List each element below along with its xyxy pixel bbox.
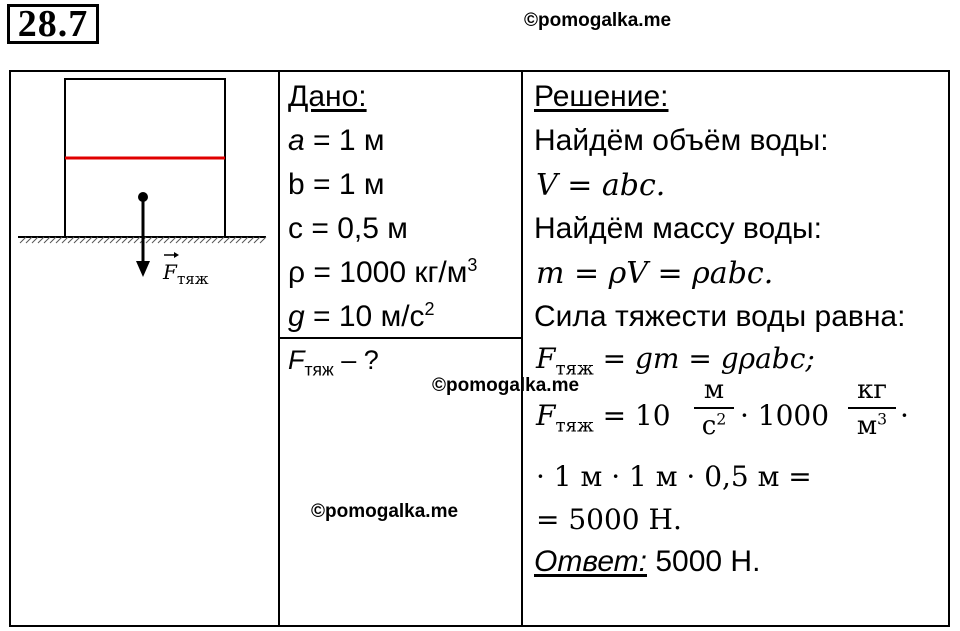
given-title: Дано: [288, 80, 367, 113]
given-find-divider [279, 337, 522, 339]
given-rho: ρ = 1000 $кг/м^3$ [288, 255, 478, 289]
tank-figure [14, 76, 274, 296]
fraction-kg-per-m3: кг $м^3$ [848, 375, 896, 441]
watermark-top: ©pomogalka.me [524, 10, 672, 31]
watermark-middle: ©pomogalka.me [432, 375, 580, 396]
given-b: b = 1 м [288, 168, 385, 201]
fraction-m-per-s2: м $с^2$ [694, 375, 734, 441]
arrowhead-icon [136, 261, 150, 277]
solution-line-mass-text: Найдём массу воды: [534, 212, 822, 245]
solution-volume-formula: V = abc. [536, 168, 666, 203]
given-c: c = 0,5 м [288, 212, 408, 245]
solution-calc-dot: · [900, 399, 909, 432]
solution-line-gravity-text: Сила тяжести воды равна: [534, 300, 906, 333]
solution-calc-start: $F_{тяж} = 10$ [536, 399, 671, 437]
column-divider-2 [521, 70, 523, 627]
solution-calc-dimensions: · 1 м · 1 м · 0,5 м = [536, 460, 812, 493]
solution-gravity-formula: $F_{тяж}$ = gm = gρabc; [536, 342, 815, 380]
watermark-bottom: ©pomogalka.me [311, 501, 459, 522]
given-g: g = 10 $м/с^2$ [288, 299, 435, 333]
solution-calc-density: · 1000 [740, 399, 830, 432]
solution-line-volume-text: Найдём объём воды: [534, 124, 829, 157]
vector-arrow-icon [174, 252, 179, 258]
solution-mass-formula: m = ρV = ρabc. [536, 256, 774, 291]
force-label: F [163, 260, 177, 284]
solution-calc-result: = 5000 Н. [536, 503, 682, 536]
force-subscript: тяж [177, 270, 209, 288]
problem-number: 28.7 [7, 4, 99, 44]
find-question: $F_{тяж}$ – ? [288, 345, 379, 380]
answer: Ответ: 5000 Н. [534, 545, 761, 578]
given-a: a = 1 м [288, 124, 385, 157]
column-divider-1 [278, 70, 280, 627]
solution-title: Решение: [534, 80, 669, 113]
